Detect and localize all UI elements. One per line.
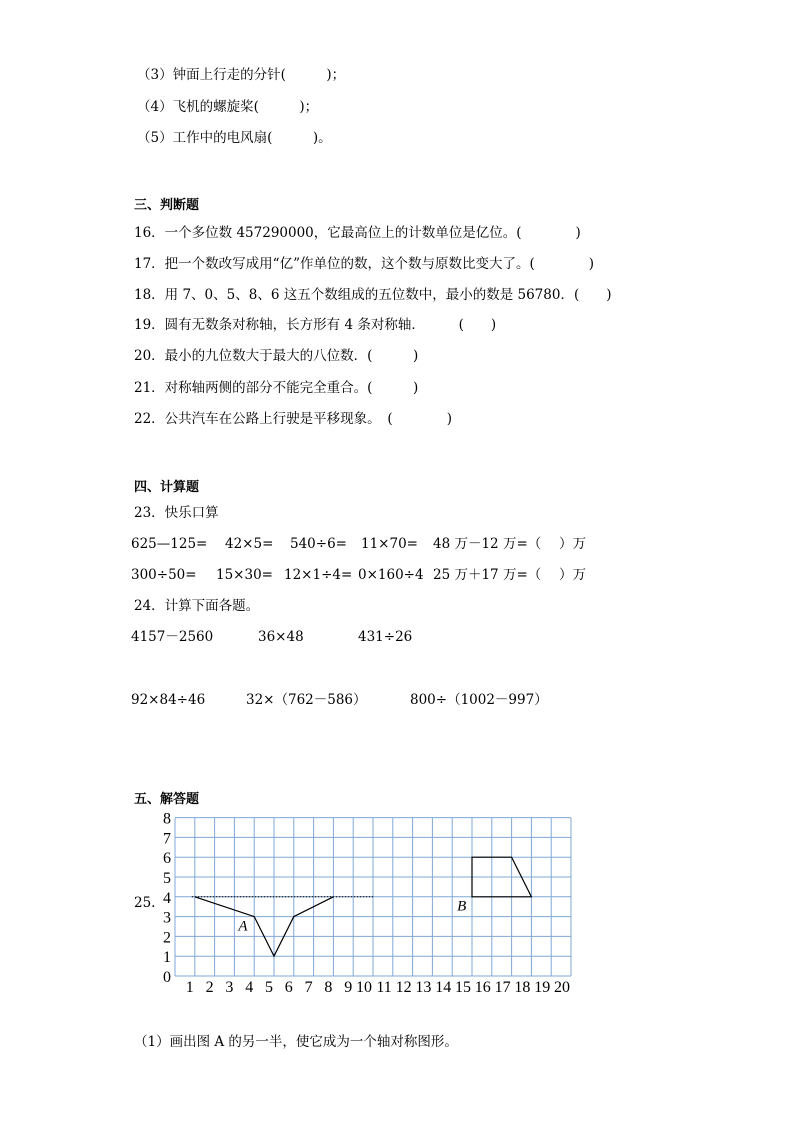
oral-calc-item: 0×160÷4 — [358, 567, 424, 583]
x-tick-label: 1 — [185, 979, 194, 996]
x-tick-label: 14 — [435, 979, 452, 996]
question-22: 22．公共汽车在公路上行驶是平移现象。 ( ) — [134, 411, 452, 427]
q15-item-4: （4）飞机的螺旋桨( )； — [137, 99, 319, 115]
question-20: 20．最小的九位数大于最大的八位数．( ) — [134, 348, 419, 364]
x-tick-label: 11 — [376, 979, 392, 996]
x-axis-labels — [186, 979, 570, 996]
question-19: 19．圆有无数条对称轴，长方形有 4 条对称轴． ( ) — [134, 317, 497, 333]
section-title-solution: 五、解答题 — [134, 792, 200, 807]
x-tick-label: 20 — [554, 979, 570, 996]
x-tick-label: 12 — [395, 979, 412, 996]
shape-a-half — [195, 897, 334, 956]
y-tick-label: 1 — [163, 949, 171, 967]
calc-problem: 431÷26 — [358, 629, 413, 645]
question-25-sub1: （1）画出图 A 的另一半，使它成为一个轴对称图形。 — [134, 1034, 458, 1050]
x-tick-label: 6 — [284, 979, 293, 996]
oral-calc-item: 300÷50= — [131, 567, 197, 583]
calc-problem: 32×（762－586） — [246, 692, 367, 708]
question-23-title: 23．快乐口算 — [134, 505, 219, 521]
oral-calc-item: 12×1÷4= — [284, 567, 353, 583]
question-17: 17．把一个数改写成用“亿”作单位的数，这个数与原数比变大了。( ) — [134, 256, 595, 272]
calc-problem: 92×84÷46 — [131, 692, 206, 708]
question-25-number: 25. — [134, 895, 156, 911]
x-tick-label: 19 — [534, 979, 551, 996]
oral-calc-item: 540÷6= — [290, 536, 347, 552]
x-tick-label: 2 — [205, 979, 214, 996]
shape-b-label: B — [457, 898, 467, 915]
x-tick-label: 10 — [356, 979, 372, 996]
x-tick-label: 7 — [304, 979, 313, 996]
q15-item-5: （5）工作中的电风扇( )。 — [137, 130, 332, 146]
x-tick-label: 13 — [415, 979, 432, 996]
x-tick-label: 3 — [225, 979, 234, 996]
section-title-judgement: 三、判断题 — [134, 198, 200, 213]
section-title-calculation: 四、计算题 — [134, 480, 200, 495]
question-24-title: 24．计算下面各题。 — [134, 598, 260, 614]
x-tick-label: 17 — [494, 979, 511, 996]
x-tick-label: 16 — [474, 979, 491, 996]
y-tick-label: 3 — [163, 909, 171, 927]
oral-calc-item: 42×5= — [225, 536, 274, 552]
y-tick-label: 6 — [163, 850, 171, 868]
y-tick-label: 2 — [163, 929, 171, 947]
y-axis-labels — [163, 811, 171, 986]
x-tick-label: 8 — [324, 979, 333, 996]
question-21: 21．对称轴两侧的部分不能完全重合。( ) — [134, 380, 419, 396]
oral-calc-item: 11×70= — [361, 536, 418, 552]
oral-calc-item: 625—125= — [131, 536, 208, 552]
calc-problem: 4157－2560 — [131, 629, 214, 645]
y-tick-label: 4 — [163, 889, 171, 907]
oral-calc-item: 25 万＋17 万=（ ）万 — [433, 567, 587, 583]
q15-item-3: （3）钟面上行走的分针( )； — [137, 67, 346, 83]
x-tick-label: 9 — [344, 979, 353, 996]
oral-calc-item: 15×30= — [216, 567, 273, 583]
y-tick-label: 7 — [163, 830, 171, 848]
x-tick-label: 18 — [514, 979, 531, 996]
shape-a-label: A — [238, 918, 248, 935]
x-tick-label: 5 — [265, 979, 273, 996]
x-tick-label: 15 — [455, 979, 471, 996]
question-16: 16．一个多位数 457290000，它最高位上的计数单位是亿位。( ) — [134, 225, 581, 241]
calc-problem: 800÷（1002－997） — [410, 692, 548, 708]
calc-problem: 36×48 — [258, 629, 304, 645]
y-tick-label: 0 — [163, 969, 171, 986]
x-tick-label: 4 — [245, 979, 254, 996]
question-18: 18．用 7、0、5、8、6 这五个数组成的五位数中，最小的数是 56780．( ) — [134, 287, 612, 303]
oral-calc-item: 48 万－12 万=（ ）万 — [433, 536, 587, 552]
y-tick-label: 8 — [163, 810, 171, 828]
y-tick-label: 5 — [163, 870, 171, 887]
